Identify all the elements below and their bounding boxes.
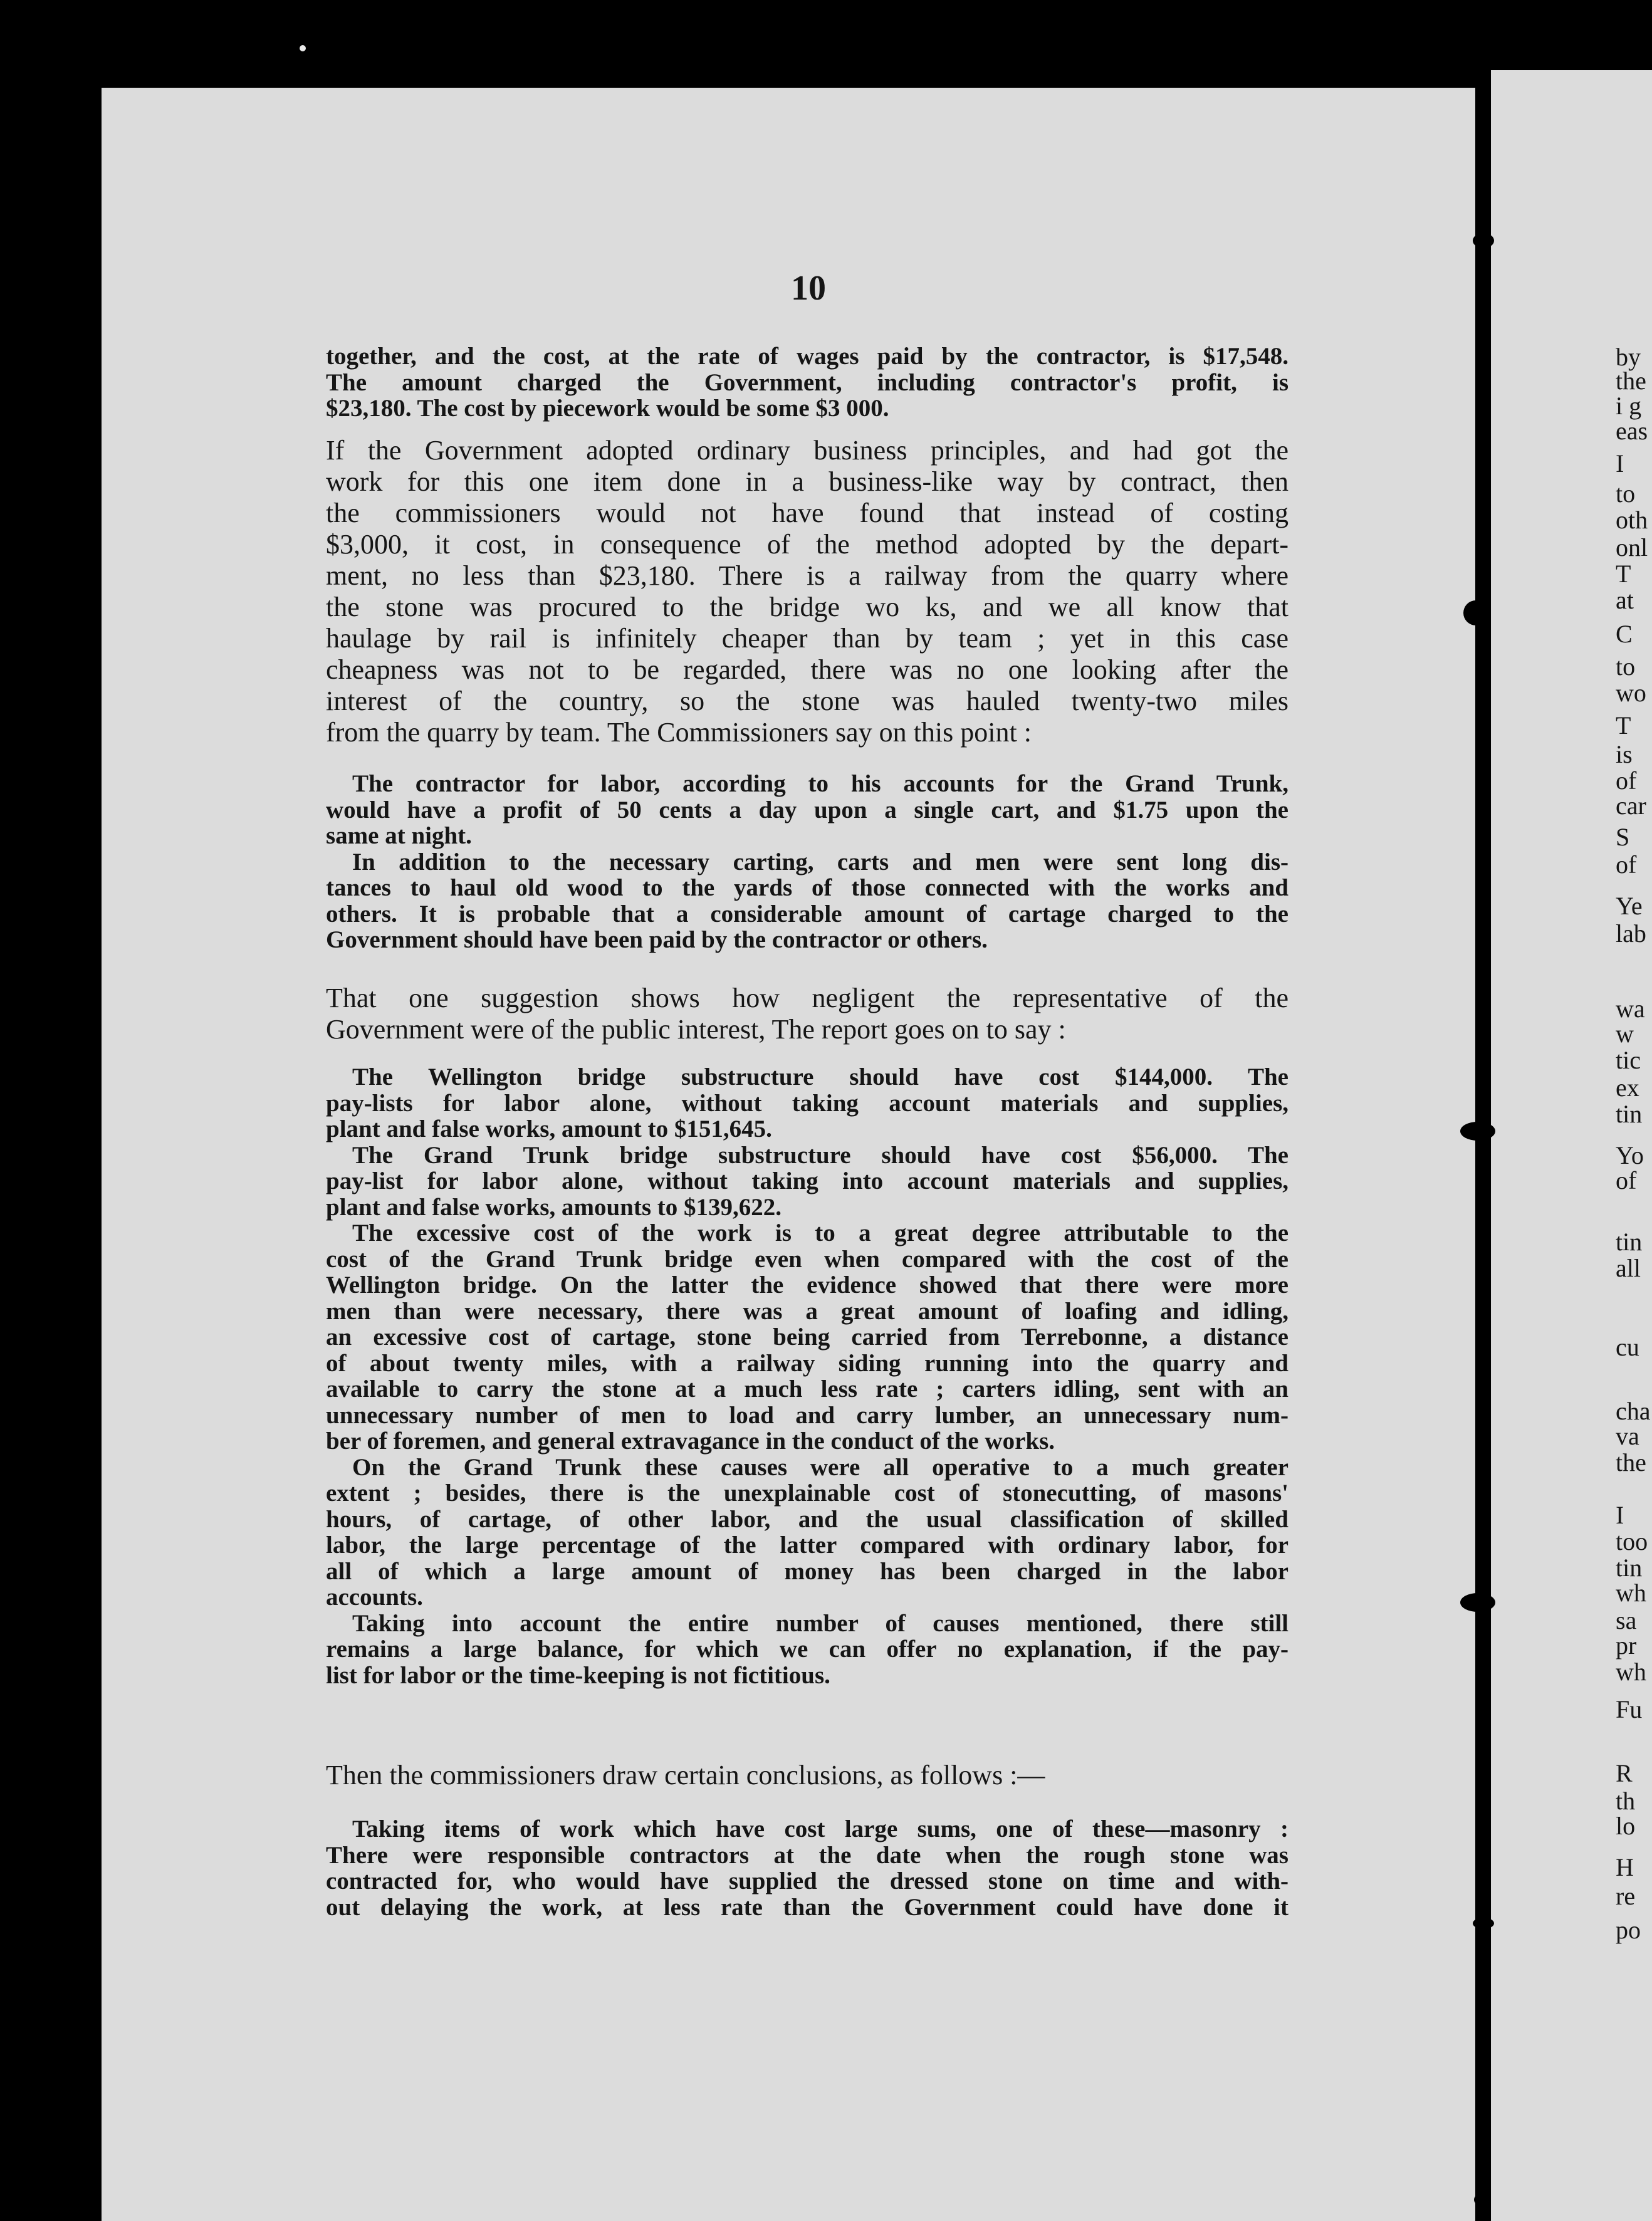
binding-mark [1474, 2193, 1490, 2206]
right-page-fragment: wh [1616, 1579, 1646, 1607]
text-line: extent ; besides, there is the unexplainable cost of stonecutting, of masons' [326, 1480, 1289, 1507]
text-line: That one suggestion shows how negligent the representative of the [326, 983, 1289, 1013]
body-paragraph [326, 435, 1289, 748]
text-line: Taking into account the entire number of causes mentioned, there still [352, 1609, 1289, 1637]
right-page-fragment: of [1616, 1166, 1637, 1194]
text-line: remains a large balance, for which we can offer no explanation, if the pay- [326, 1636, 1289, 1663]
text-line: together, and the cost, at the rate of wages paid by the contractor, is $17,548. [326, 343, 1289, 370]
right-page-fragment: tin [1616, 1554, 1643, 1582]
binding-mark [1463, 600, 1488, 625]
text-line: list for labor or the time-keeping is not fictitious. [326, 1661, 830, 1689]
text-line: contracted for, who would have supplied the dressed stone on time and with- [326, 1868, 1289, 1894]
text-line: On the Grand Trunk these causes were all operative to a much greater [352, 1453, 1289, 1481]
text-line: same at night. [326, 822, 472, 849]
binding-mark [1473, 1918, 1494, 1929]
right-page-fragment: tin [1616, 1100, 1643, 1128]
right-page-fragment: lab [1616, 919, 1646, 948]
quoted-passage [326, 1816, 1289, 1920]
text-line: an excessive cost of cartage, stone being carried from Terrebonne, a distance [326, 1324, 1289, 1351]
right-page-fragment: to [1616, 652, 1636, 681]
text-line: men than were necessary, there was a great amount of loafing and idling, [326, 1297, 1289, 1325]
right-page-fragment: th [1616, 1787, 1636, 1815]
text-line: available to carry the stone at a much less rate ; carters idling, sent with an [326, 1376, 1289, 1403]
page-gutter [1482, 69, 1487, 2221]
text-line: out delaying the work, at less rate than the Government could have done it [326, 1893, 1289, 1921]
right-page-fragment: w [1616, 1020, 1634, 1048]
right-page-fragment: oth [1616, 506, 1648, 534]
text-line: If the Government adopted ordinary business principles, and had got the [326, 435, 1289, 466]
text-line: The amount charged the Government, including contractor's profit, is [326, 368, 1289, 396]
right-page-fragment: re [1616, 1882, 1636, 1910]
right-page-fragment: ex [1616, 1074, 1639, 1102]
right-page-fragment: car [1616, 792, 1646, 820]
right-page-fragment: wo [1616, 679, 1646, 707]
binding-mark [1473, 233, 1494, 248]
right-page-fragment: the [1616, 367, 1646, 395]
right-page-fragment: pr [1616, 1631, 1637, 1659]
text-line: The excessive cost of the work is to a great degree attributable to the [352, 1220, 1289, 1246]
text-line: others. It is probable that a considerable amount of cartage charged to the [326, 900, 1289, 928]
body-paragraph [326, 1760, 1289, 1791]
right-page-fragment: R [1616, 1759, 1633, 1787]
right-page-fragment: tin [1616, 1228, 1643, 1256]
text-line: interest of the country, so the stone was hauled twenty-two miles [326, 686, 1289, 716]
text-line: pay-list for labor alone, without taking into account materials and supplies, [326, 1168, 1289, 1194]
right-page-fragment: I [1616, 1501, 1624, 1529]
right-page-fragment: eas [1616, 417, 1648, 445]
right-page-fragment: wa [1616, 995, 1645, 1023]
body-paragraph [326, 983, 1289, 1045]
text-line: Government were of the public interest, The report goes on to say : [326, 1014, 1066, 1045]
text-line: tances to haul old wood to the yards of those connected with the works and [326, 874, 1289, 901]
right-page-fragment: is [1616, 740, 1633, 768]
right-page-fragment: Ye [1616, 892, 1643, 920]
text-line: Taking items of work which have cost large sums, one of these—masonry : [352, 1816, 1289, 1842]
text-line: $3,000, it cost, in consequence of the method adopted by the depart- [326, 529, 1289, 560]
right-page-fragment: C [1616, 620, 1633, 648]
right-page-fragment: cha [1616, 1397, 1651, 1425]
text-line: all of which a large amount of money has been charged in the labor [326, 1557, 1289, 1585]
binding-mark [1460, 1122, 1495, 1141]
text-line: cost of the Grand Trunk bridge even when compared with the cost of the [326, 1245, 1289, 1273]
text-line: $23,180. The cost by piecework would be some $3 000. [326, 395, 889, 422]
text-line: labor, the large percentage of the latter compared with ordinary labor, for [326, 1532, 1289, 1559]
text-line: the commissioners would not have found that instead of costing [326, 498, 1289, 528]
text-line: the stone was procured to the bridge wo ks, and we all know that [326, 592, 1289, 622]
right-page-fragment: i g [1616, 392, 1642, 420]
right-page-fragment: the [1616, 1448, 1646, 1476]
binding-mark [1460, 1593, 1495, 1612]
text-line: accounts. [326, 1584, 423, 1611]
quoted-passage [326, 1064, 1289, 1688]
right-page-fragment: all [1616, 1254, 1641, 1282]
right-page-fragment: I [1616, 449, 1624, 478]
text-line: of about twenty miles, with a railway siding running into the quarry and [326, 1349, 1289, 1377]
page-number: 10 [791, 269, 826, 308]
right-page-fragment: Yo [1616, 1141, 1644, 1169]
right-page-fragment: onl [1616, 533, 1648, 562]
text-line: ment, no less than $23,180. There is a railway from the quarry where [326, 560, 1289, 591]
text-line: The Wellington bridge substructure should have cost $144,000. The [352, 1063, 1289, 1090]
right-page-fragment: T [1616, 560, 1631, 588]
right-page-fragment: Fu [1616, 1695, 1643, 1723]
right-page-fragment: S [1616, 823, 1630, 851]
paper-speck [300, 45, 306, 51]
text-line: Then the commissioners draw certain conclusions, as follows :— [326, 1760, 1045, 1790]
right-page-fragment: tic [1616, 1046, 1641, 1074]
right-page-fragment: cu [1616, 1333, 1639, 1361]
text-line: Wellington bridge. On the latter the evidence showed that there were more [326, 1272, 1289, 1299]
text-line: cheapness was not to be regarded, there was no one looking after the [326, 654, 1289, 685]
text-line: The contractor for labor, according to his accounts for the Grand Trunk, [352, 770, 1289, 797]
right-page-fragment: H [1616, 1853, 1634, 1881]
text-line: would have a profit of 50 cents a day upon a single cart, and $1.75 upon the [326, 796, 1289, 823]
text-line: In addition to the necessary carting, carts and men were sent long dis- [352, 848, 1289, 875]
text-line: from the quarry by team. The Commissioners say on this point : [326, 717, 1032, 748]
right-page-fragment: po [1616, 1916, 1641, 1944]
text-line: plant and false works, amount to $151,645. [326, 1116, 772, 1142]
quoted-passage [326, 343, 1289, 422]
text-line: hours, of cartage, of other labor, and the usual classification of skilled [326, 1505, 1289, 1533]
text-line: ber of foremen, and general extravagance in the conduct of the works. [326, 1428, 1055, 1455]
right-page-fragment: sa [1616, 1606, 1637, 1634]
text-line: The Grand Trunk bridge substructure should have cost $56,000. The [352, 1141, 1289, 1169]
right-page-fragment: of [1616, 766, 1637, 795]
right-page-fragment: wh [1616, 1658, 1646, 1686]
right-page-fragment: by [1616, 343, 1641, 371]
right-page-fragment: of [1616, 850, 1637, 879]
text-line: unnecessary number of men to load and carry lumber, an unnecessary num- [326, 1401, 1289, 1429]
right-page-fragment: lo [1616, 1812, 1636, 1840]
text-line: Government should have been paid by the contractor or others. [326, 926, 988, 953]
text-line: plant and false works, amounts to $139,622. [326, 1193, 782, 1221]
right-page-fragment: va [1616, 1422, 1639, 1450]
text-line: pay-lists for labor alone, without taking account materials and supplies, [326, 1089, 1289, 1117]
right-page-fragment: too [1616, 1527, 1648, 1555]
text-line: There were responsible contractors at the date when the rough stone was [326, 1841, 1289, 1869]
right-page-fragment: T [1616, 711, 1631, 739]
text-line: haulage by rail is infinitely cheaper than by team ; yet in this case [326, 623, 1289, 654]
text-line: work for this one item done in a business-like way by contract, then [326, 466, 1289, 497]
right-page-fragment: to [1616, 479, 1636, 508]
right-page-fragment: at [1616, 586, 1634, 614]
quoted-passage [326, 771, 1289, 953]
